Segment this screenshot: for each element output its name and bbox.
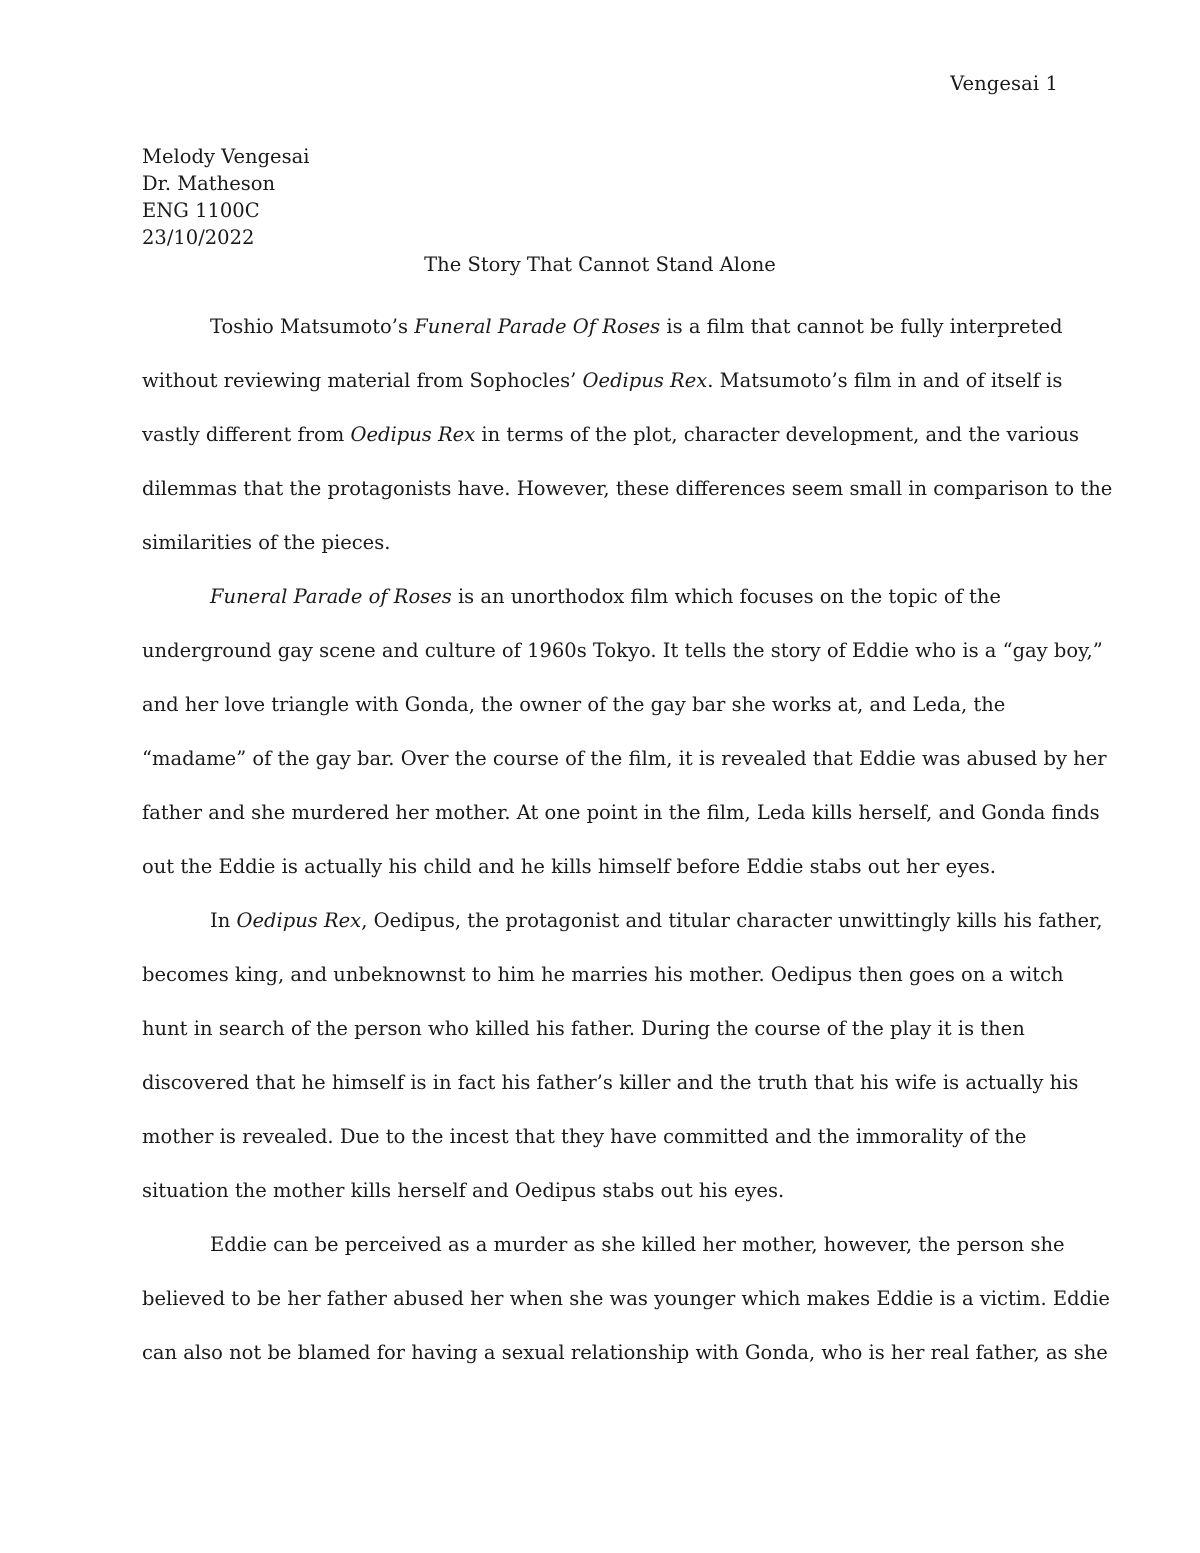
instructor-name: Dr. Matheson — [142, 172, 276, 195]
text-run: is a film that cannot be fully interpreted — [660, 315, 1063, 338]
text-run: believed to be her father abused her when she was younger which makes Eddie is a victim. Eddie — [142, 1287, 1110, 1310]
text-line — [142, 1164, 1058, 1218]
text-run: and her love triangle with Gonda, the owner of the gay bar she works at, and Leda, the — [142, 693, 1006, 716]
text-run: hunt in search of the person who killed his father. During the course of the play it is then — [142, 1017, 1025, 1040]
text-run: . Matsumoto’s film in and of itself is — [707, 369, 1063, 392]
text-line — [142, 408, 1080, 462]
text-line — [142, 354, 1063, 408]
italic-title: Oedipus Rex — [350, 423, 476, 446]
text-line — [142, 732, 1107, 786]
text-line — [142, 624, 1103, 678]
text-line — [142, 948, 1064, 1002]
text-run: discovered that he himself is in fact his father’s killer and the truth that his wife is actually his — [142, 1071, 1079, 1094]
text-run: “madame” of the gay bar. Over the course of the film, it is revealed that Eddie was abused by her — [142, 747, 1107, 770]
text-run: Toshio Matsumoto’s — [210, 315, 415, 338]
text-line — [142, 678, 1058, 732]
paragraph — [142, 894, 1103, 1218]
text-line — [142, 516, 1058, 570]
author-name: Melody Vengesai — [142, 145, 310, 168]
text-line — [142, 894, 1103, 948]
text-run: becomes king, and unbeknownst to him he marries his mother. Oedipus then goes on a witch — [142, 963, 1064, 986]
heading-block — [142, 143, 309, 251]
text-run: , Oedipus, the protagonist and titular character unwittingly kills his father, — [361, 909, 1103, 932]
text-line — [142, 462, 1113, 516]
paragraph — [142, 1218, 1110, 1380]
text-line — [142, 1002, 1058, 1056]
text-line — [142, 1110, 1058, 1164]
running-head: Vengesai 1 — [950, 72, 1058, 95]
text-run: is an unorthodox film which focuses on the topic of the — [451, 585, 1001, 608]
text-line — [142, 1056, 1079, 1110]
essay-date: 23/10/2022 — [142, 226, 255, 249]
text-run: vastly different from — [142, 423, 351, 446]
text-run: similarities of the pieces. — [142, 531, 391, 554]
italic-title: Funeral Parade of Roses — [210, 585, 452, 608]
text-run: situation the mother kills herself and Oedipus stabs out his eyes. — [142, 1179, 785, 1202]
text-run: underground gay scene and culture of 1960s Tokyo. It tells the story of Eddie who is a “gay boy,” — [142, 639, 1103, 662]
text-run: dilemmas that the protagonists have. However, these differences seem small in comparison to the — [142, 477, 1113, 500]
course-code: ENG 1100C — [142, 199, 260, 222]
text-line — [142, 1218, 1065, 1272]
italic-title: Oedipus Rex — [236, 909, 362, 932]
text-run: can also not be blamed for having a sexual relationship with Gonda, who is her real father, as she — [142, 1341, 1108, 1364]
text-run: mother is revealed. Due to the incest that they have committed and the immorality of the — [142, 1125, 1027, 1148]
text-line — [142, 300, 1063, 354]
italic-title: Funeral Parade Of Roses — [414, 315, 661, 338]
text-line — [142, 840, 1058, 894]
essay-title: The Story That Cannot Stand Alone — [424, 253, 776, 276]
paragraph — [142, 300, 1113, 570]
paragraph — [142, 570, 1107, 894]
text-run: father and she murdered her mother. At one point in the film, Leda kills herself, and Gonda finds — [142, 801, 1100, 824]
text-run: without reviewing material from Sophocles’ — [142, 369, 583, 392]
text-run: in terms of the plot, character development, and the various — [475, 423, 1080, 446]
essay-body — [142, 300, 1113, 1380]
text-line — [142, 1326, 1108, 1380]
text-line — [142, 570, 1058, 624]
italic-title: Oedipus Rex — [582, 369, 708, 392]
text-run: In — [210, 909, 237, 932]
text-run: out the Eddie is actually his child and he kills himself before Eddie stabs out her eyes. — [142, 855, 996, 878]
text-line — [142, 786, 1100, 840]
text-line — [142, 1272, 1110, 1326]
text-run: Eddie can be perceived as a murder as she killed her mother, however, the person she — [210, 1233, 1065, 1256]
